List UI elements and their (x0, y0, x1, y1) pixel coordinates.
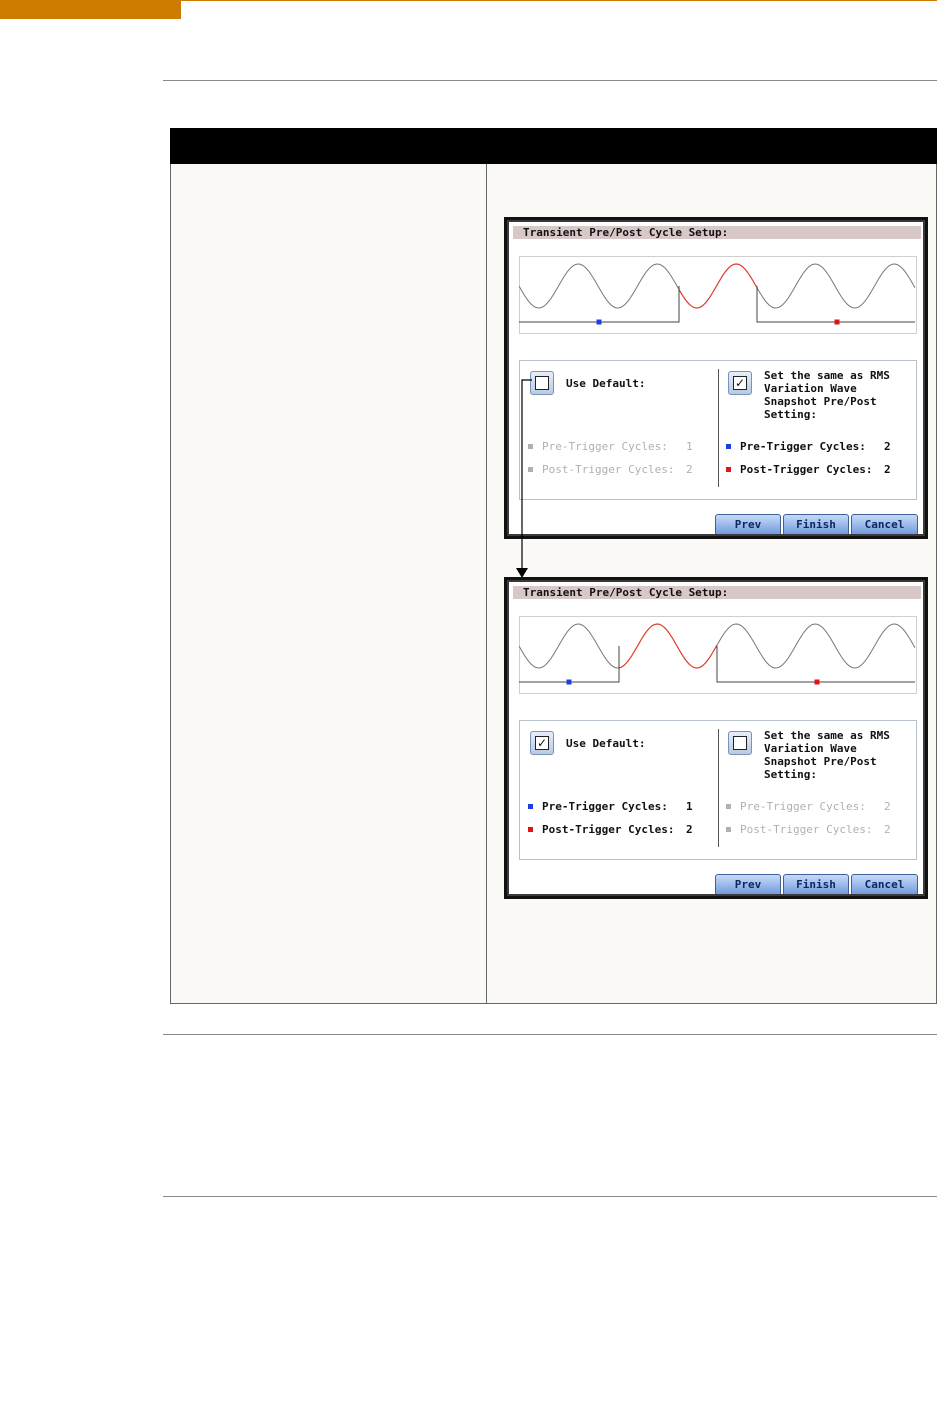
prev-button[interactable]: Prev (715, 874, 781, 896)
pre-trigger-wave (519, 264, 679, 308)
same-as-rms-checkbox[interactable] (728, 371, 752, 395)
pre-trigger-dot (726, 444, 731, 449)
label-line: Variation Wave (764, 742, 857, 755)
post-trigger-label: Post-Trigger Cycles: (542, 823, 675, 836)
use-default-label: Use Default: (566, 377, 646, 390)
same-as-rms-label (764, 729, 890, 781)
flow-arrow (512, 372, 536, 582)
panel-divider (718, 729, 719, 847)
label-line: Snapshot Pre/Post (764, 755, 877, 768)
table-left-cell (170, 164, 486, 1004)
post-trigger-value[interactable]: 2 (884, 823, 891, 836)
pre-trigger-dot (726, 804, 731, 809)
pre-trigger-dot (528, 804, 533, 809)
screen-title: Transient Pre/Post Cycle Setup: (513, 226, 921, 239)
options-panel (519, 360, 917, 500)
panel-divider (718, 369, 719, 487)
pre-trigger-value[interactable]: 1 (686, 800, 693, 813)
pre-trigger-label: Pre-Trigger Cycles: (740, 440, 866, 453)
options-panel (519, 720, 917, 860)
cancel-button[interactable]: Cancel (851, 514, 918, 536)
label-line: Variation Wave (764, 382, 857, 395)
label-line: Setting: (764, 768, 817, 781)
post-trigger-wave (717, 624, 915, 668)
pre-cycle-bracket (519, 646, 619, 682)
checkbox-mark (733, 736, 747, 750)
post-cycle-bracket (757, 286, 915, 322)
device-screen-1 (504, 217, 928, 539)
pre-trigger-label: Pre-Trigger Cycles: (740, 800, 866, 813)
label-line: Set the same as RMS (764, 369, 890, 382)
same-as-rms-label (764, 369, 890, 421)
checkbox-mark (535, 376, 549, 390)
pre-trigger-value[interactable]: 2 (884, 800, 891, 813)
device-screen-2 (504, 577, 928, 899)
header-rule (181, 0, 937, 1)
table-header (170, 128, 937, 164)
post-trigger-dot (726, 827, 731, 832)
pre-trigger-label: Pre-Trigger Cycles: (542, 440, 668, 453)
section-divider (163, 1196, 937, 1197)
post-trigger-dot (528, 827, 533, 832)
pre-trigger-label: Pre-Trigger Cycles: (542, 800, 668, 813)
cancel-button[interactable]: Cancel (851, 874, 918, 896)
screen-title: Transient Pre/Post Cycle Setup: (513, 586, 921, 599)
trigger-wave (619, 624, 717, 668)
waveform-plot (519, 256, 917, 336)
chapter-tab-bar (0, 0, 181, 19)
pre-trigger-marker (597, 320, 602, 325)
use-default-checkbox[interactable] (530, 731, 554, 755)
label-line: Snapshot Pre/Post (764, 395, 877, 408)
pre-cycle-bracket (519, 286, 679, 322)
post-cycle-bracket (717, 646, 915, 682)
post-trigger-dot (726, 467, 731, 472)
checkbox-mark: ✓ (734, 376, 746, 390)
post-trigger-label: Post-Trigger Cycles: (542, 463, 675, 476)
post-trigger-value[interactable]: 2 (884, 463, 891, 476)
post-trigger-label: Post-Trigger Cycles: (740, 823, 873, 836)
same-as-rms-checkbox[interactable] (728, 731, 752, 755)
pre-trigger-marker (567, 680, 572, 685)
trigger-wave (679, 264, 757, 308)
finish-button[interactable]: Finish (783, 874, 849, 896)
post-trigger-marker (815, 680, 820, 685)
label-line: Setting: (764, 408, 817, 421)
post-trigger-value[interactable]: 2 (686, 823, 693, 836)
finish-button[interactable]: Finish (783, 514, 849, 536)
checkbox-mark: ✓ (536, 736, 548, 750)
pre-trigger-value[interactable]: 1 (686, 440, 693, 453)
post-trigger-wave (757, 264, 915, 308)
waveform-plot (519, 616, 917, 696)
post-trigger-label: Post-Trigger Cycles: (740, 463, 873, 476)
top-divider (163, 80, 937, 81)
pre-trigger-wave (519, 624, 619, 668)
use-default-label: Use Default: (566, 737, 646, 750)
pre-trigger-value[interactable]: 2 (884, 440, 891, 453)
prev-button[interactable]: Prev (715, 514, 781, 536)
label-line: Set the same as RMS (764, 729, 890, 742)
post-trigger-marker (835, 320, 840, 325)
section-divider (163, 1034, 937, 1035)
post-trigger-value[interactable]: 2 (686, 463, 693, 476)
